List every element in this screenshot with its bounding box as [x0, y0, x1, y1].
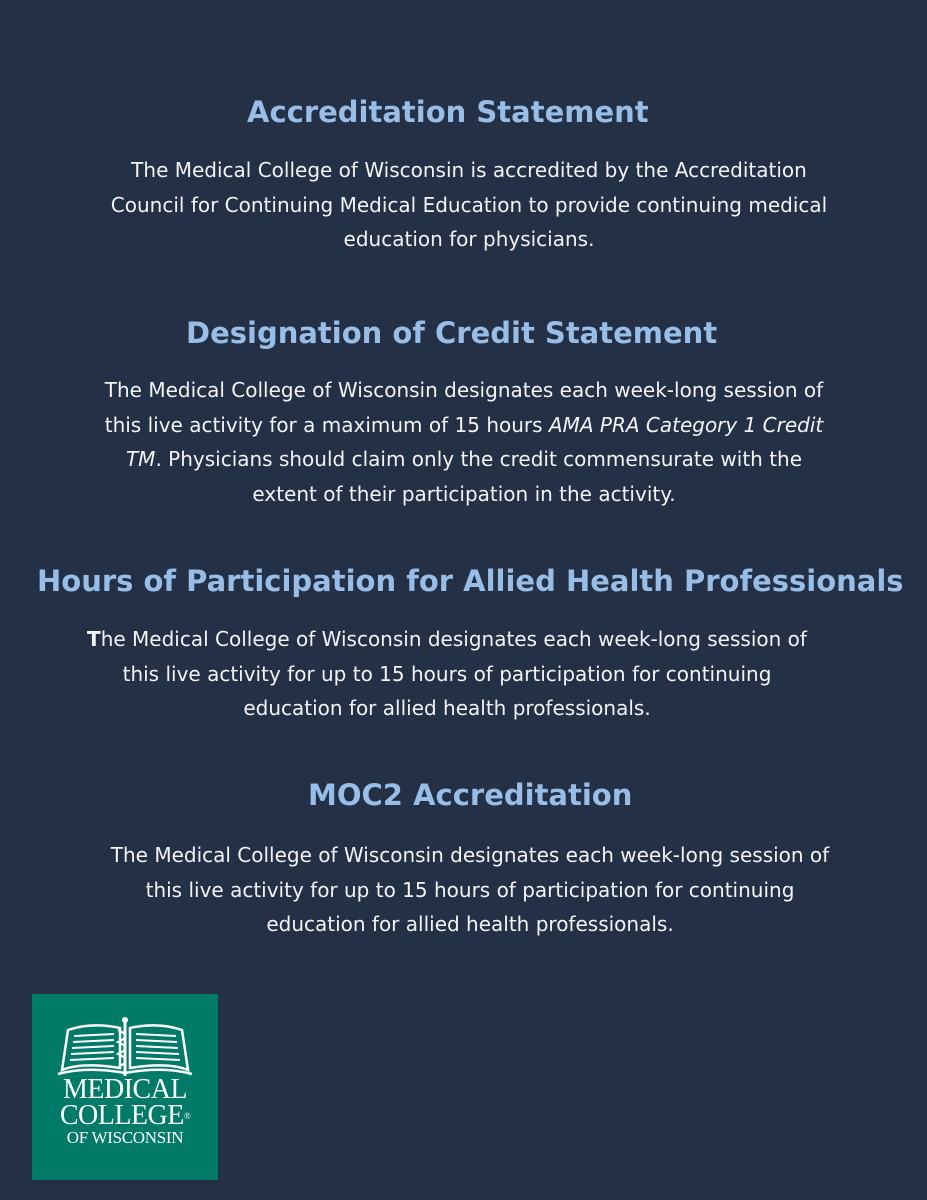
body-line: Council for Continuing Medical Education to provide continuing medical: [110, 192, 828, 217]
allied-health-hours-heading: Hours of Participation for Allied Health Professionals: [37, 564, 904, 598]
logo-college-text: COLLEGE: [59, 1100, 184, 1131]
trademark-text: TM: [125, 447, 156, 471]
body-line: education for allied health professionals.: [243, 696, 651, 720]
body-line: extent of their participation in the activity.: [252, 481, 676, 506]
designation-of-credit-body: [14, 373, 914, 511]
logo-line-college: [32, 1102, 218, 1130]
registered-mark: ®: [183, 1111, 191, 1121]
accreditation-statement-heading: Accreditation Statement: [247, 95, 649, 129]
body-line: The Medical College of Wisconsin designates each week-long session of: [104, 378, 824, 402]
body-line: [14, 442, 914, 477]
body-line: The Medical College of Wisconsin designates each week-long session of: [110, 843, 830, 867]
moc2-accreditation-heading: MOC2 Accreditation: [308, 778, 633, 812]
drop-letter: T: [87, 627, 101, 651]
body-text: he Medical College of Wisconsin designates each week-long session of: [100, 627, 807, 651]
body-text: . Physicians should claim only the credit commensurate with the: [155, 447, 803, 471]
body-line: this live activity for up to 15 hours of participation for continuing: [122, 661, 772, 686]
designation-of-credit-heading: Designation of Credit Statement: [186, 316, 718, 350]
moc2-accreditation-body: [20, 838, 920, 942]
allied-health-hours-body: [0, 622, 897, 726]
body-line: education for physicians.: [343, 227, 595, 251]
body-line: education for allied health professionals.: [266, 912, 674, 936]
mcw-logo: [32, 994, 218, 1180]
logo-line-medical: MEDICAL: [62, 1074, 188, 1105]
body-line: this live activity for up to 15 hours of participation for continuing: [145, 877, 795, 902]
body-line: [0, 622, 897, 657]
logo-line-of-wisconsin: OF WISCONSIN: [66, 1128, 184, 1147]
ama-pra-credit-text: AMA PRA Category 1 Credit: [548, 412, 824, 437]
body-line: The Medical College of Wisconsin is accredited by the Accreditation: [131, 158, 807, 182]
body-line: [14, 408, 914, 443]
accreditation-statement-body: [44, 153, 894, 257]
body-text: this live activity for a maximum of 15 hours: [104, 412, 549, 437]
